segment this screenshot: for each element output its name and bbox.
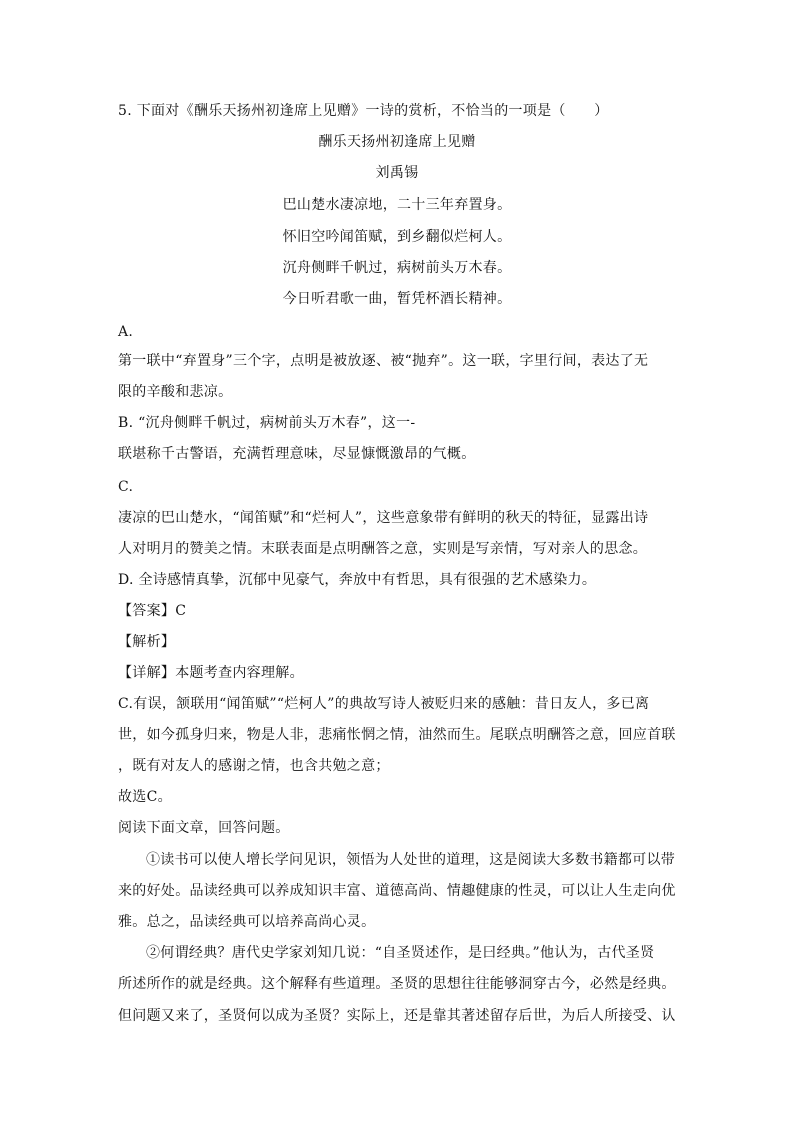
passage-paragraph-2: 但问题又来了，圣贤何以成为圣贤？实际上，还是靠其著述留存后世，为后人所接受、认 — [118, 1008, 676, 1024]
analysis-heading: 【解析】 — [118, 634, 176, 650]
option-c-text: 人对明月的赞美之情。末联表面是点明酬答之意，实则是写亲情，写对亲人的思念。 — [118, 541, 648, 557]
option-b-text: B. “沉舟侧畔千帆过，病树前头万木春”，这一- — [118, 415, 416, 431]
answer-line: 【答案】C — [118, 603, 187, 619]
passage-paragraph-1: 雅。总之，品读经典可以培养高尚心灵。 — [118, 914, 376, 930]
option-a-text: 限的辛酸和悲凉。 — [118, 384, 233, 400]
question-stem: 5. 下面对《酬乐天扬州初逢席上见赠》一诗的赏析，不恰当的一项是（ ） — [118, 103, 609, 119]
option-c-label: C. — [118, 479, 134, 495]
passage-paragraph-2: ②何谓经典？唐代史学家刘知几说：“自圣贤述作，是曰经典。”他认为，古代圣贤 — [146, 945, 655, 961]
option-d-text: D. 全诗感情真挚，沉郁中见豪气，奔放中有哲思，具有很强的艺术感染力。 — [118, 572, 597, 588]
reading-intro: 阅读下面文章，回答问题。 — [118, 820, 290, 836]
analysis-detail: 【详解】本题考查内容理解。 — [118, 665, 304, 681]
option-a-label: A. — [118, 324, 134, 340]
passage-paragraph-1: 来的好处。品读经典可以养成知识丰富、道德高尚、情趣健康的性灵，可以让人生走向优 — [118, 883, 676, 899]
analysis-text: C.有误，颔联用“闻笛赋”“烂柯人”的典故写诗人被贬归来的感触：昔日友人，多已离 — [118, 696, 650, 712]
analysis-text: ，既有对友人的感谢之情，也含共勉之意； — [118, 758, 390, 774]
poem-line: 巴山楚水凄凉地，二十三年弃置身。 — [282, 197, 512, 213]
analysis-text: 世，如今孤身归来，物是人非，悲痛怅惘之情，油然而生。尾联点明酬答之意，回应首联 — [118, 727, 676, 743]
option-a-text: 第一联中“弃置身”三个字，点明是被放逐、被“抛弃”。这一联，字里行间，表达了无 — [118, 353, 649, 369]
option-c-text: 凄凉的巴山楚水，“闻笛赋”和“烂柯人”，这些意象带有鲜明的秋天的特征，显露出诗 — [118, 510, 649, 526]
option-b-text: 联堪称千古警语，充满哲理意味，尽显慷慨激昂的气概。 — [118, 446, 476, 462]
poem-line: 怀旧空吟闻笛赋，到乡翻似烂柯人。 — [282, 229, 512, 245]
poem-line: 今日听君歌一曲，暂凭杯酒长精神。 — [282, 291, 512, 307]
passage-paragraph-2: 所述所作的就是经典。这个解释有些道理。圣贤的思想往往能够洞穿古今，必然是经典。 — [118, 976, 676, 992]
poem-author: 刘禹锡 — [375, 165, 419, 181]
poem-title: 酬乐天扬州初逢席上见赠 — [318, 134, 476, 150]
passage-paragraph-1: ①读书可以使人增长学问见识，领悟为人处世的道理，这是阅读大多数书籍都可以带 — [146, 852, 676, 868]
analysis-conclusion: 故选C。 — [118, 789, 172, 805]
poem-line: 沉舟侧畔千帆过，病树前头万木春。 — [282, 260, 512, 276]
